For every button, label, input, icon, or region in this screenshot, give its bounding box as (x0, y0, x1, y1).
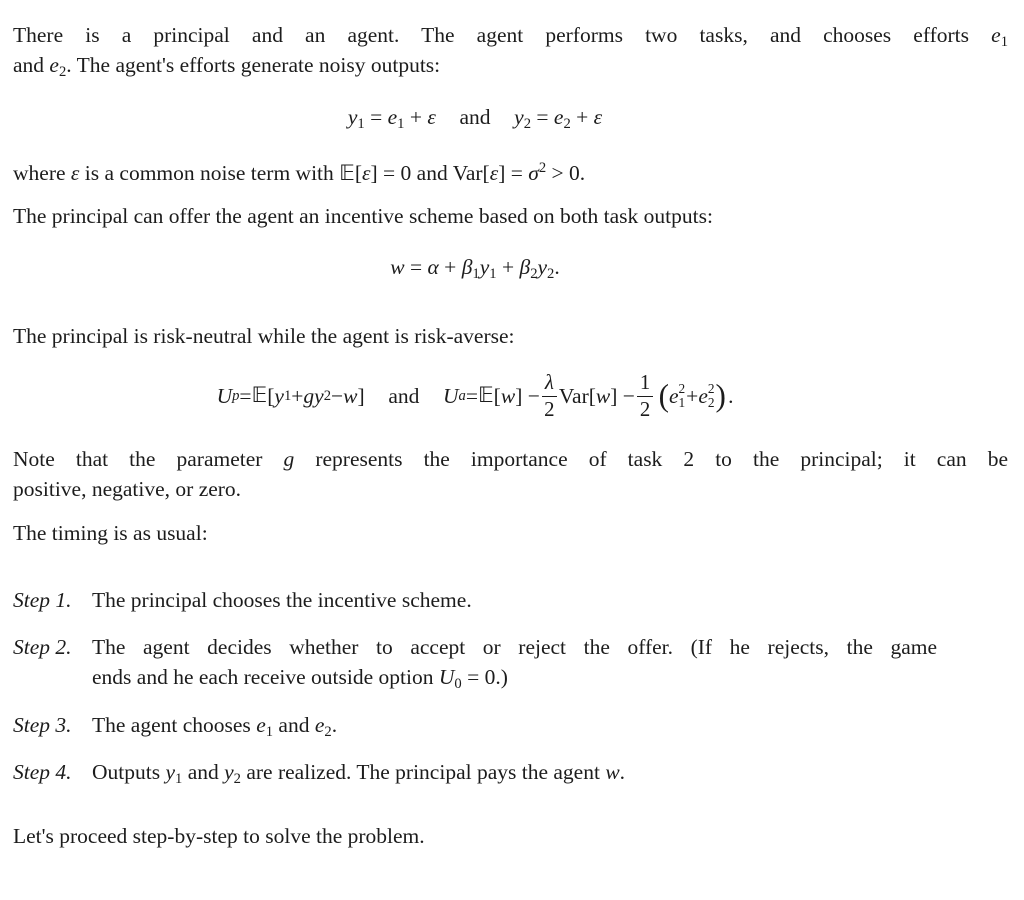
paragraph-risk-preferences (13, 321, 1008, 351)
math-variable: e (387, 105, 398, 129)
text-token: = (364, 105, 388, 129)
step-3-label (13, 710, 72, 740)
math-variable: α (427, 255, 439, 279)
text-line (13, 158, 1008, 189)
text-token: 2 (544, 396, 555, 421)
fraction-denominator (544, 397, 554, 421)
text-token: and (388, 384, 420, 408)
subscript: 1 (265, 724, 274, 741)
subscript: 1 (678, 395, 686, 410)
fraction (542, 371, 557, 421)
sup-sub-stack (679, 382, 686, 410)
text-line (13, 444, 1008, 474)
sup-sub-stack (708, 382, 715, 410)
step-2 (13, 632, 937, 692)
text-line (13, 321, 1008, 351)
math-variable: ε (362, 161, 371, 185)
math-variable: e (698, 384, 708, 408)
text-token: + (404, 105, 428, 129)
math-variable: y (274, 384, 284, 408)
equation-utilities: U p = 𝔼 [ y 1 + gy 2 − w ] and U a = 𝔼 [ w ] − $\frac{\lambda}{2}$ Var[ w ] − $\frac{1}{2}$ ( e 2 1 + e 2 2 ) . (216, 370, 734, 421)
text-token: Outputs (92, 760, 166, 784)
text-token: Let's proceed step-by-step to solve the problem. (13, 824, 425, 848)
text-token: The principal is risk-neutral while the agent is risk-averse: (13, 324, 515, 348)
math-variable: w (605, 760, 620, 784)
superscript: 2 (538, 159, 547, 176)
text-token: 1 (639, 370, 651, 395)
math-variable: y (479, 255, 490, 279)
text-line (92, 632, 937, 662)
math-variable: Step 1. (13, 588, 72, 612)
paragraph-noise-term (13, 158, 1008, 189)
math-variable: e (991, 23, 1001, 47)
math-variable: β (461, 255, 473, 279)
text-token: + (291, 384, 304, 408)
text-token: The principal chooses the incentive scheme. (92, 588, 472, 612)
step-1-body (92, 585, 937, 615)
text-line (92, 585, 937, 615)
fraction (637, 371, 653, 421)
subscript: 0 (454, 676, 462, 693)
math-variable: Step 2. (13, 635, 72, 659)
math-variable: Step 4. (13, 760, 72, 784)
math-variable: U (443, 384, 459, 408)
text-token: The agent chooses (92, 713, 257, 737)
step-2-body (92, 632, 937, 692)
text-token: and (13, 53, 50, 77)
paragraph-incentive-scheme (13, 201, 1008, 231)
math-variable: σ (528, 161, 539, 185)
text-line (13, 474, 1008, 504)
math-variable: gy (303, 384, 324, 408)
text-token: and (273, 713, 315, 737)
text-line (92, 757, 937, 787)
math-variable: w (343, 384, 358, 408)
math-variable: β (519, 255, 531, 279)
text-token: − (331, 384, 344, 408)
math-variable: y (514, 105, 524, 129)
text-token: The agent decides whether to accept or reject the offer. (If he rejects, the game (92, 635, 937, 659)
text-token: Var[ (558, 384, 596, 408)
math-variable: ε (489, 161, 499, 185)
math-variable: ε (593, 105, 603, 129)
step-1-label (13, 585, 72, 615)
text-token: The timing is as usual: (13, 521, 208, 545)
step-3 (13, 710, 937, 740)
subscript: 1 (472, 266, 480, 283)
text-token: ] = (498, 161, 529, 185)
math-variable: y (224, 760, 234, 784)
step-4-label (13, 757, 72, 787)
math-variable: e (668, 384, 679, 408)
equation-noisy-outputs (13, 100, 937, 134)
math-variable: g (283, 447, 295, 471)
blackboard-e-symbol: 𝔼 (339, 161, 355, 186)
subscript: 1 (489, 266, 497, 283)
text-token: . (554, 255, 560, 279)
subscript: 1 (357, 116, 365, 133)
subscript: 1 (175, 771, 183, 788)
math-variable: y (347, 105, 358, 129)
text-token: [ (493, 384, 501, 408)
text-token: ends and he each receive outside option (92, 665, 439, 689)
text-token: 2 (639, 396, 651, 421)
text-token: = (404, 255, 428, 279)
text-token: and (182, 760, 225, 784)
text-token: ] − (515, 384, 540, 408)
text-token: = (531, 105, 554, 129)
text-token: . The agent's efforts generate noisy outputs: (66, 53, 441, 77)
text-token: . (331, 713, 338, 737)
step-2-label (13, 632, 72, 662)
text-token: [ (354, 161, 363, 185)
text-token: + (438, 255, 462, 279)
fraction-numerator (542, 371, 557, 396)
text-token: = (465, 384, 478, 408)
text-token: = 0.) (461, 665, 508, 689)
text-token: are realized. The principal pays the agent (240, 760, 606, 784)
text-line (13, 50, 1008, 80)
subscript: 2 (530, 266, 538, 283)
subscript: 2 (233, 771, 241, 788)
text-token: The principal can offer the agent an incentive scheme based on both task outputs: (13, 204, 713, 228)
text-token: . (619, 760, 626, 784)
text-token: ] − (610, 384, 635, 408)
text-token: and (459, 105, 491, 129)
blackboard-e-symbol: 𝔼 (251, 383, 268, 408)
math-variable: e (49, 53, 59, 77)
paragraph-note-g (13, 444, 1008, 504)
math-variable: w (500, 384, 516, 408)
subscript: 2 (563, 116, 571, 133)
text-token: + (496, 255, 520, 279)
math-variable: ε (70, 161, 80, 185)
subscript: 1 (1000, 34, 1008, 51)
blackboard-e-symbol: 𝔼 (477, 383, 494, 408)
text-line (13, 201, 1008, 231)
text-line (13, 518, 1008, 548)
paragraph-closing (13, 821, 1008, 851)
math-variable: e (553, 105, 564, 129)
math-variable: U (438, 665, 455, 689)
text-token: + (686, 384, 699, 408)
fraction-numerator (637, 371, 653, 396)
math-variable: w (390, 255, 405, 279)
superscript: 2 (678, 381, 686, 397)
math-variable: Step 3. (13, 713, 72, 737)
text-token: where (13, 161, 71, 185)
math-variable: y (165, 760, 176, 784)
text-token: ] = 0 and Var[ (370, 161, 490, 185)
subscript: 2 (707, 395, 715, 410)
math-variable: U (216, 384, 233, 408)
math-variable: y (537, 255, 548, 279)
step-3-body (92, 710, 937, 740)
text-token: = (239, 384, 252, 408)
text-token: . (728, 384, 734, 408)
text-token: positive, negative, or zero. (13, 477, 242, 501)
text-line (13, 821, 1008, 851)
text-token: There is a principal and an agent. The agent performs two tasks, and chooses efforts (13, 23, 992, 47)
math-variable: ε (427, 105, 436, 129)
step-1 (13, 585, 937, 615)
subscript: 2 (547, 266, 555, 283)
text-token: is a common noise term with (79, 161, 340, 185)
superscript: 2 (707, 381, 715, 397)
text-line (92, 710, 937, 740)
text-token: + (570, 105, 594, 129)
subscript: 2 (523, 116, 532, 133)
math-variable: e (256, 713, 266, 737)
subscript: 2 (324, 724, 332, 741)
step-4 (13, 757, 937, 787)
fraction-denominator (640, 397, 650, 421)
equation-wage (13, 250, 937, 284)
text-line (92, 662, 937, 692)
text-token: represents the importance of task 2 to the principal; it can be (294, 447, 1008, 471)
math-variable: w (595, 384, 611, 408)
subscript: 2 (58, 64, 67, 81)
text-token: [ (267, 384, 275, 408)
text-line (13, 20, 1008, 50)
step-4-body (92, 757, 937, 787)
math-variable: λ (544, 370, 554, 395)
text-token: ] (357, 384, 365, 408)
math-variable: e (314, 713, 325, 737)
text-token: > 0. (546, 161, 586, 185)
subscript: 1 (397, 116, 405, 133)
paragraph-timing (13, 518, 1008, 548)
paragraph-intro (13, 20, 1008, 80)
text-token: Note that the parameter (13, 447, 284, 471)
